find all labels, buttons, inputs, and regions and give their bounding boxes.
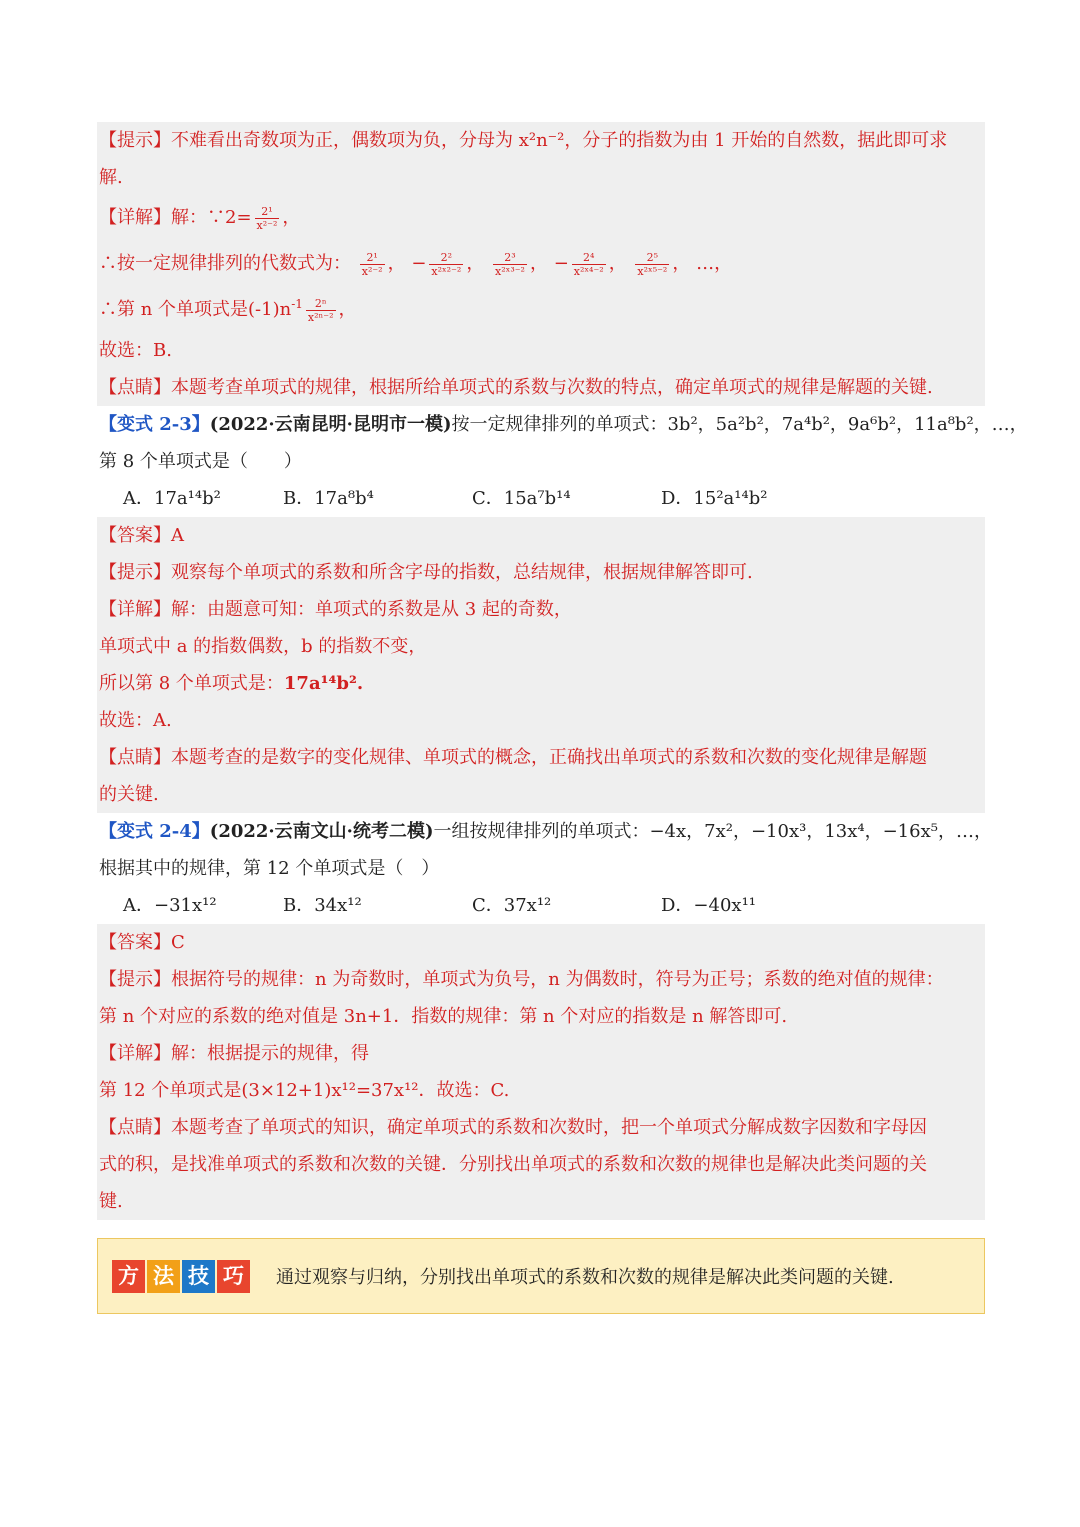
- choice-line: 故选：A.: [99, 710, 172, 731]
- hint-line-2: [97, 159, 985, 196]
- hint-label: 【提示】: [99, 130, 171, 151]
- fraction-numerator: 2¹: [255, 206, 280, 219]
- fraction: $\frac{\text{2⁵}}{\text{x²ˣ⁵⁻²}}$: [637, 250, 668, 278]
- method-tip-text: 通过观察与归纳，分别找出单项式的系数和次数的规律是解决此类问题的关键.: [276, 1267, 894, 1288]
- solution-block-1: [97, 122, 985, 406]
- answer-line: 【答案】C: [99, 932, 185, 953]
- option-a: A．−31x¹²: [123, 895, 217, 916]
- hint-text-2: 解.: [99, 167, 123, 188]
- comment-line-3: 键.: [99, 1191, 123, 1212]
- option-d: D．15²a¹⁴b²: [661, 488, 768, 509]
- option-b: B．34x¹²: [283, 895, 362, 916]
- fraction: $\frac{\text{2²}}{\text{x²ˣ²⁻²}}$: [431, 250, 462, 278]
- sequence-lead: ∴按一定规律排列的代数式为：: [99, 253, 351, 274]
- fraction: [255, 206, 280, 231]
- answer-line: 【答案】A: [99, 525, 184, 546]
- comment-line: 【点睛】本题考查了单项式的知识，确定单项式的系数和次数时，把一个单项式分解成数字因数和字母因: [99, 1117, 927, 1138]
- options-row: [97, 480, 985, 517]
- option-c: C．15a⁷b¹⁴: [472, 488, 571, 509]
- fraction: $\frac{\text{2⁴}}{\text{x²ˣ⁴⁻²}}$: [573, 250, 604, 278]
- method-tip-badge: 方 法 技 巧: [112, 1260, 250, 1293]
- detail-line-2: 单项式中 a 的指数偶数，b 的指数不变，: [99, 636, 427, 657]
- detail-line-3: 所以第 8 个单项式是：17a¹⁴b².: [99, 673, 364, 694]
- nth-term-line: ∴第 n 个单项式是$(-1)n^{-1}$ $\frac{\text{2ⁿ}}{\text{x²ⁿ⁻²}}$ ，: [99, 296, 357, 324]
- question-source: (2022·云南文山·统考二模): [209, 821, 434, 842]
- hint-line: 【提示】观察每个单项式的系数和所含字母的指数，总结规律，根据规律解答即可.: [99, 562, 753, 583]
- fraction: $\frac{\text{2¹}}{\text{x²⁻²}}$: [361, 250, 383, 278]
- fraction-denominator: x²⁻²: [256, 218, 278, 232]
- comment-line-2: 式的积，是找准单项式的系数和次数的关键．分别找出单项式的系数和次数的规律也是解决此类问题的关: [99, 1154, 927, 1175]
- option-d: D．−40x¹¹: [661, 895, 757, 916]
- option-a: A．17a¹⁴b²: [123, 488, 221, 509]
- question-stem-2: 根据其中的规律，第 12 个单项式是（ ）: [99, 858, 440, 879]
- document-page: [97, 122, 1028, 1314]
- hint-line: [97, 122, 985, 159]
- question-stem: 【变式 2-4】(2022·云南文山·统考二模)一组按规律排列的单项式：−4x，7x²，−10x³，13x⁴，−16x⁵，…，: [99, 821, 992, 842]
- question-stem-2: 第 8 个单项式是（ ）: [99, 451, 302, 472]
- detail-lead: 解：∵2=: [171, 207, 252, 228]
- detail-line: 【详解】解：∵2= $\frac{\text{2¹}}{\text{x²⁻²}}$ ，: [99, 204, 301, 232]
- detail-line: 【详解】解：根据提示的规律，得: [99, 1043, 369, 1064]
- hint-line-2: 第 n 个对应的系数的绝对值是 3n+1．指数的规律：第 n 个对应的指数是 n 解答即可.: [99, 1006, 788, 1027]
- detail-line: 【详解】解：由题意可知：单项式的系数是从 3 起的奇数，: [99, 599, 572, 620]
- question-tag: 【变式 2-4】: [99, 821, 210, 842]
- comment-line: 【点睛】本题考查单项式的规律，根据所给单项式的系数与次数的特点，确定单项式的规律是解题的关键.: [99, 377, 933, 398]
- options-row: [97, 887, 985, 924]
- sequence-line: ∴按一定规律排列的代数式为： $\frac{\text{2¹}}{\text{x²⁻²}}$ ， − $\frac{\text{2²}}{\text{x²ˣ²⁻²}}$ ， $\frac{\text{2³}}{\text{x²ˣ³⁻²}}$ ， − $\frac{\text{2⁴}}{\text{x²ˣ⁴⁻²}}$ ， $\frac{\text{2⁵}}{\text{x²ˣ⁵⁻²}}$ ， …，: [99, 250, 733, 278]
- detail-line-2: 第 12 个单项式是(3×12+1)x¹²=37x¹²．故选：C.: [99, 1080, 510, 1101]
- question-source: (2022·云南昆明·昆明市一模): [209, 414, 452, 435]
- hint-text: 不难看出奇数项为正，偶数项为负，分母为 x²n⁻²，分子的指数为由 1 开始的自然数，据此即可求: [171, 130, 948, 151]
- hint-line: 【提示】根据符号的规律：n 为奇数时，单项式为负号，n 为偶数时，符号为正号；系数的绝对值的规律：: [99, 969, 944, 990]
- fraction: $\frac{\text{2³}}{\text{x²ˣ³⁻²}}$: [495, 250, 525, 278]
- comment-label: 【点睛】: [99, 377, 171, 398]
- option-c: C．37x¹²: [472, 895, 552, 916]
- question-2-3: [97, 406, 1028, 517]
- option-b: B．17a⁸b⁴: [283, 488, 374, 509]
- question-2-4: [97, 813, 992, 924]
- nth-lead: ∴第 n 个单项式是(-1)n: [99, 299, 292, 320]
- answer-line: 故选：B.: [99, 340, 172, 361]
- comment-line-2: 的关键.: [99, 784, 159, 805]
- question-stem: 【变式 2-3】(2022·云南昆明·昆明市一模)按一定规律排列的单项式：3b²，5a²b²，7a⁴b²，9a⁶b²，11a⁸b²，…，: [99, 414, 1028, 435]
- detail-label: 【详解】: [99, 207, 171, 228]
- method-tip-box: [97, 1238, 985, 1314]
- solution-block-2-3: [97, 517, 985, 813]
- question-tag: 【变式 2-3】: [99, 414, 210, 435]
- solution-block-2-4: [97, 924, 985, 1220]
- comment-line: 【点睛】本题考查的是数字的变化规律、单项式的概念，正确找出单项式的系数和次数的变化规律是解题: [99, 747, 927, 768]
- fraction: $\frac{\text{2ⁿ}}{\text{x²ⁿ⁻²}}$: [307, 296, 334, 324]
